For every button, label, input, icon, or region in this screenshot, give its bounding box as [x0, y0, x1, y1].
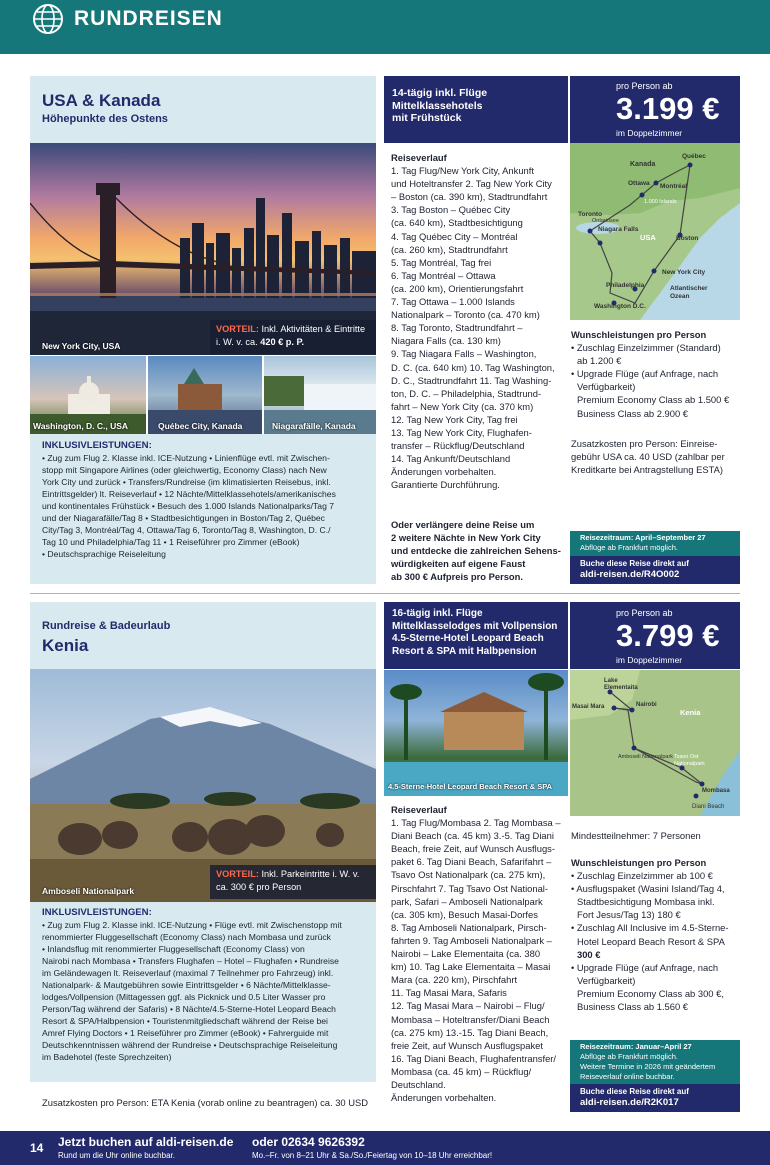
itin-line: 14. Tag Ankunft/Deutschland [391, 453, 511, 465]
wish-line: • Upgrade Flüge (auf Anfrage, nach [571, 961, 719, 973]
vorteil-badge [210, 865, 376, 899]
wish-line: Fort Jesus/Tag 13) 180 € [577, 909, 681, 921]
kenia-booking-box[interactable] [570, 1084, 740, 1112]
wish-line: ab 1.200 € [577, 355, 622, 367]
map-label: Boston [676, 235, 699, 242]
itin-line: freie Zeit, auf Wunsch Ausflugspaket [391, 1039, 543, 1051]
itin-line: ton, D. C. – Philadelphia, Stadtrund- [391, 387, 542, 399]
inclusive-title: INKLUSIVLEISTUNGEN: [42, 907, 152, 918]
price-note: im Doppelzimmer [616, 655, 683, 665]
flight-line: Resort & SPA mit Halbpension [392, 645, 537, 657]
kenia-inclusive-box [30, 902, 376, 1082]
kenia-title: Rundreise & Badeurlaub [42, 620, 171, 632]
usa-extra-costs [571, 437, 741, 476]
usa-flight-box [384, 76, 568, 143]
itin-line: 5. Tag Montréal, Tag frei [391, 256, 492, 268]
extra-line: gebühr USA ca. 40 USD (zahlbar per [571, 451, 725, 463]
inclusive-line: City/Tag 3, Montréal/Tag 4, Ottawa/Tag 6, Toronto/Tag 8, Washington, D. C./ [42, 525, 331, 535]
map-label: Ontariosee [592, 218, 619, 224]
wish-line: Verfügbarkeit) [577, 381, 636, 393]
inclusive-line: im Geländewagen lt. Reiseverlauf (maximal 7 Teilnehmer pro Fahrzeug) inkl. [42, 968, 334, 978]
itin-line: Diani Beach (ca. 45 km) 3.-5. Tag Diani [391, 830, 554, 842]
itin-line: (ca. 200 km), Orientierungsfahrt [391, 282, 524, 294]
map-label: Washington D.C. [594, 303, 646, 310]
period-line: Reisezeitraum: April–September 27 [580, 533, 706, 542]
inclusive-line: York City und zurück • Transfers/Rundreise (im klimatisierten Reisebus, inkl. [42, 477, 331, 487]
inclusive-line: lodges/Vollpension (Mittagessen ggf. als Picknick und 0.5 Liter Wasser pro [42, 992, 326, 1002]
vorteil-label: VORTEIL: [216, 869, 259, 879]
map-label: Tsavo Ost Nationalpark [674, 754, 705, 767]
itin-line: Änderungen vorbehalten. [391, 1092, 497, 1104]
itin-line: Nationalpark – Toronto (ca. 470 km) [391, 309, 540, 321]
kenia-subtitle: Kenia [42, 636, 89, 655]
wish-line: • Ausflugspaket (Wasini Island/Tag 4, [571, 883, 725, 895]
price-note: im Doppelzimmer [616, 128, 683, 138]
itin-line: Deutschland. [391, 1078, 446, 1090]
inclusive-line: Deutschkenntnissen während der Rundreise • Deutschsprachige Reiseleitung [42, 1040, 338, 1050]
footer-cta[interactable]: Jetzt buchen auf aldi-reisen.de [58, 1135, 234, 1149]
extension-line: ab 300 € Aufpreis pro Person. [391, 571, 523, 583]
hotel-photo [384, 670, 568, 796]
map-label: Lake Elementaita [604, 678, 638, 691]
itin-line: Tsavo Ost Nationalpark (ca. 275 km), [391, 869, 546, 881]
inclusive-line: • Deutschsprachige Reiseleitung [42, 549, 166, 559]
wish-title: Wunschleistungen pro Person [571, 329, 707, 340]
extra-line: Zusatzkosten pro Person: Einreise- [571, 438, 718, 449]
extension-line: und entdecke die zahlreichen Sehens- [391, 545, 561, 557]
itin-line: 11. Tag Masai Mara, Safaris [391, 987, 507, 999]
itin-line: 13. Tag New York City, Flughafen- [391, 426, 532, 438]
itin-line: Mombasa (ca. 45 km) – Rückflug/ [391, 1065, 532, 1077]
map-label: USA [640, 233, 656, 242]
extension-line: Oder verlängere deine Reise um [391, 519, 535, 530]
photo-caption: Washington, D. C., USA [33, 421, 129, 431]
wish-line: • Upgrade Flüge (auf Anfrage, nach [571, 368, 719, 380]
photo-caption: New York City, USA [42, 341, 121, 351]
booking-line: Buche diese Reise direkt auf [580, 559, 689, 568]
map-label: Diani Beach [692, 804, 725, 810]
itin-line: 7. Tag Ottawa – 1.000 Islands [391, 296, 515, 308]
map-label: Masai Mara [572, 704, 605, 710]
extra-line: Kreditkarte bei Antragstellung ESTA) [571, 464, 723, 476]
itin-line: 9. Tag Niagara Falls – Washington, [391, 348, 537, 360]
itin-line: (ca. 305 km), Besuch Masai-Dorfes [391, 908, 538, 920]
footer-phone[interactable]: oder 02634 9626392 [252, 1135, 365, 1149]
map-label: Amboseli Nationalpark [618, 754, 674, 760]
itin-line: Änderungen vorbehalten. [391, 466, 497, 478]
itin-line: 1. Tag Flug/Mombasa 2. Tag Mombasa – [391, 817, 561, 829]
page-number: 14 [30, 1141, 44, 1155]
inclusive-line: und der Niagarafälle/Tag 8 • Stadtbesichtigungen in Boston/Tag 2, Québec [42, 513, 325, 523]
inclusive-line: • Inlandsflug mit renommierter Fluggesellschaft (Economy Class) von [42, 944, 305, 954]
inclusive-line: stopp mit Singapore Airlines (oder gleichwertig, Economy Class) nach New [42, 465, 327, 475]
usa-extension [391, 518, 566, 583]
itin-line: fahrten 9. Tag Amboseli Nationalpark – [391, 934, 552, 946]
photo-caption: Amboseli Nationalpark [42, 886, 135, 896]
vorteil-label: VORTEIL: [216, 324, 259, 334]
inclusive-line: renommierter Fluggesellschaft (Economy Class) nach Mombasa und zurück [42, 932, 331, 942]
wish-line: Stadtbesichtigung Mombasa inkl. [577, 896, 715, 908]
wish-title: Wunschleistungen pro Person [571, 857, 707, 868]
kenia-map [570, 670, 740, 816]
kenia-flight-box [384, 602, 568, 669]
flight-line: Mittelklasselodges mit Vollpension [392, 620, 558, 632]
itin-line: Niagara Falls (ca. 130 km) [391, 335, 501, 347]
itin-line: fahrt – New York City (ca. 370 km) [391, 400, 534, 412]
flight-line: Mittelklassehotels [392, 99, 483, 112]
period-line: Abflüge ab Frankfurt möglich. [580, 1052, 678, 1061]
itin-line: und Hoteltransfer 2. Tag New York City [391, 178, 552, 190]
usa-map [570, 143, 740, 320]
itin-line: paket 6. Tag Diani Beach, Safarifahrt – [391, 856, 552, 868]
itin-line: 12. Tag Masai Mara – Nairobi – Flug/ [391, 1000, 545, 1012]
wish-line: • Zuschlag Einzelzimmer ab 100 € [571, 870, 713, 882]
booking-line: Buche diese Reise direkt auf [580, 1087, 689, 1096]
kenia-period-box [570, 1040, 740, 1084]
inclusive-line: und kontinentales Frühstück • Besuch des 1.000 Islands Nationalparks/Tag 7 [42, 501, 335, 511]
photo-caption: Niagarafälle, Kanada [272, 421, 356, 431]
wish-line: • Zuschlag All Inclusive im 4.5-Sterne- [571, 922, 729, 934]
wish-line: Verfügbarkeit) [577, 974, 636, 986]
usa-price-box [570, 76, 740, 143]
inclusive-line: Amref Flying Doctors • 1 Reiseführer pro Zimmer (eBook) • Fahrerguide mit [42, 1028, 329, 1038]
map-label: Kanada [630, 161, 656, 168]
booking-link[interactable]: aldi-reisen.de/R4O002 [580, 569, 680, 580]
inclusive-line: • Zug zum Flug 2. Klasse inkl. ICE-Nutzung • Linienflüge evtl. mit Zwischen- [42, 453, 330, 463]
itin-line: – Boston (ca. 390 km), Stadtrundfahrt [391, 191, 548, 203]
footer-hours: Mo.–Fr. von 8–21 Uhr & Sa./So./Feiertag von 10–18 Uhr erreichbar! [252, 1151, 493, 1160]
vorteil-text: Inkl. Parkeintritte i. W. v. [261, 869, 360, 879]
photo-caption: 4.5-Sterne-Hotel Leopard Beach Resort & SPA [388, 782, 553, 791]
usa-period-box [570, 531, 740, 556]
wish-line: Business Class ab 1.560 € [577, 1001, 689, 1013]
itin-line: 3. Tag Boston – Québec City [391, 204, 511, 216]
wish-line: • Zuschlag Einzelzimmer (Standard) [571, 342, 721, 354]
vorteil-value: 420 € p. P. [260, 337, 305, 347]
section-title: RUNDREISEN [74, 7, 223, 30]
itin-line: (ca. 640 km), Stadtbesichtigung [391, 217, 523, 229]
map-label: New York City [662, 269, 706, 276]
itin-line: 6. Tag Montréal – Ottawa [391, 269, 496, 281]
wish-line: Premium Economy Class ab 300 €, [577, 987, 724, 999]
inclusive-line: Tag 10 und Philadelphia/Tag 11 • 1 Reiseführer pro Zimmer (eBook) [42, 537, 300, 547]
wish-line: Premium Economy Class ab 1.500 € [577, 394, 730, 406]
price-value: 3.799 € [616, 618, 720, 653]
map-label: Nairobi [636, 702, 657, 708]
kenia-wish [571, 856, 741, 1013]
usa-title: USA & Kanada [42, 91, 161, 110]
inclusive-line: Resort & SPA/Halbpension • Touristenmitgliedschaft während der Reise bei [42, 1016, 328, 1026]
period-line: Abflüge ab Frankfurt möglich. [580, 543, 678, 552]
flight-line: mit Frühstück [392, 112, 462, 124]
period-line: Weitere Termine in 2026 mit geändertem [580, 1062, 716, 1071]
flight-line: 16-tägig inkl. Flüge [392, 608, 483, 619]
usa-booking-box[interactable] [570, 556, 740, 584]
wish-line: 300 € [577, 948, 601, 960]
map-label: Mombasa [702, 788, 730, 794]
itin-line: 8. Tag Toronto, Stadtrundfahrt – [391, 322, 523, 334]
itinerary-title: Reiseverlauf [391, 804, 447, 815]
itin-line: 16. Tag Diani Beach, Flughafentransfer/ [391, 1052, 557, 1064]
usa-inclusive-box [30, 434, 376, 584]
section-divider [30, 593, 740, 594]
price-label: pro Person ab [616, 608, 673, 618]
period-line: Reiseverlauf online buchbar. [580, 1072, 675, 1081]
inclusive-line: Nationalpark- & Mautgebühren sowie Eintrittsgelder • 6 Nächte/Mittelklasse- [42, 980, 331, 990]
itin-line: 4. Tag Québec City – Montréal [391, 230, 518, 242]
map-label: 1.000 Islands [644, 199, 677, 205]
map-label: Québec [682, 153, 706, 160]
inclusive-line: Nairobi nach Mombasa • Transfers Flughafen – Hotel – Flughafen • Rundreise [42, 956, 339, 966]
itin-line: Nairobi – Lake Elementaita (ca. 380 [391, 948, 541, 960]
itin-line: Garantierte Durchführung. [391, 479, 500, 491]
itin-line: km) 10. Tag Lake Elementaita – Masai [391, 961, 551, 973]
map-label: Ottawa [628, 180, 650, 187]
flight-line: 4.5-Sterne-Hotel Leopard Beach [392, 633, 544, 644]
map-label: Philadelphia [606, 282, 645, 289]
price-value: 3.199 € [616, 91, 720, 126]
itin-line: 1. Tag Flug/New York City, Ankunft [391, 165, 534, 177]
itin-line: (ca. 260 km), Stadtrundfahrt [391, 243, 508, 255]
footer-cta-sub: Rund um die Uhr online buchbar. [58, 1151, 175, 1160]
vorteil-text: Inkl. Aktivitäten & Eintritte i. W. v. ca. [216, 324, 366, 347]
inclusive-title: INKLUSIVLEISTUNGEN: [42, 440, 152, 451]
wish-line: Hotel Leopard Beach Resort & SPA [577, 935, 725, 947]
map-label: Montréal [660, 183, 688, 190]
extension-line: würdigkeiten auf eigene Faust [391, 558, 526, 570]
period-line: Reisezeitraum: Januar–April 27 [580, 1042, 692, 1051]
itin-line: transfer – Rückflug/Deutschland [391, 440, 525, 452]
wish-line: Business Class ab 2.900 € [577, 407, 689, 419]
min-participants: Mindestteilnehmer: 7 Personen [571, 830, 701, 841]
itin-line: park, Safari – Amboseli Nationalpark [391, 895, 543, 907]
map-label: Toronto [578, 211, 603, 218]
usa-itinerary [391, 151, 566, 491]
photo-caption: Québec City, Kanada [158, 421, 243, 431]
usa-subtitle: Höhepunkte des Ostens [42, 113, 168, 125]
itin-line: Mara (ca. 220 km), Pirschfahrt [391, 974, 518, 986]
kenia-itinerary [391, 803, 566, 1104]
inclusive-line: Person/Tag während der Safaris) • 8 Nächte/4.5-Sterne-Hotel Leopard Beach [42, 1004, 336, 1014]
extension-line: 2 weitere Nächte in New York City [391, 532, 541, 544]
usa-wish [571, 328, 741, 420]
globe-icon [32, 3, 64, 35]
kenia-extra-costs: Zusatzkosten pro Person: ETA Kenia (vorab online zu beantragen) ca. 30 USD [42, 1097, 369, 1108]
map-label: Niagara Falls [598, 226, 639, 233]
price-label: pro Person ab [616, 81, 673, 91]
itin-line: 12. Tag New York City, Tag frei [391, 413, 518, 425]
inclusive-line: • Zug zum Flug 2. Klasse inkl. ICE-Nutzung • Flüge evtl. mit Zwischenstopp mit [42, 920, 342, 930]
map-label: Atlantischer Ozean [670, 285, 708, 300]
inclusive-line: Eintrittsgelder) lt. Reiseverlauf • 12 Nächte/Mittelklassehotels/amerikanisches [42, 489, 336, 499]
itin-line: Mombasa – Hoteltransfer/Diani Beach [391, 1013, 550, 1025]
itin-line: Pirschfahrt 7. Tag Tsavo Ost National- [391, 882, 549, 894]
itin-line: Beach, freie Zeit, auf Wunsch Ausflugs- [391, 843, 555, 855]
booking-link[interactable]: aldi-reisen.de/R2K017 [580, 1097, 679, 1108]
itin-line: 8. Tag Amboseli Nationalpark, Pirsch- [391, 921, 547, 933]
itin-line: (ca. 275 km) 13.-15. Tag Diani Beach, [391, 1026, 549, 1038]
itin-line: D. C. (ca. 640 km) 10. Tag Washington, [391, 361, 555, 373]
map-label: Kenia [680, 708, 701, 717]
vorteil-value: ca. 300 € pro Person [216, 882, 302, 892]
flight-line: 14-tägig inkl. Flüge [392, 87, 488, 99]
itin-line: D. C., Stadtrundfahrt 11. Tag Washing- [391, 374, 552, 386]
vorteil-badge [210, 320, 376, 354]
itinerary-title: Reiseverlauf [391, 152, 447, 163]
inclusive-line: im Badehotel (feste Sprechzeiten) [42, 1052, 172, 1062]
kenia-price-box [570, 602, 740, 669]
